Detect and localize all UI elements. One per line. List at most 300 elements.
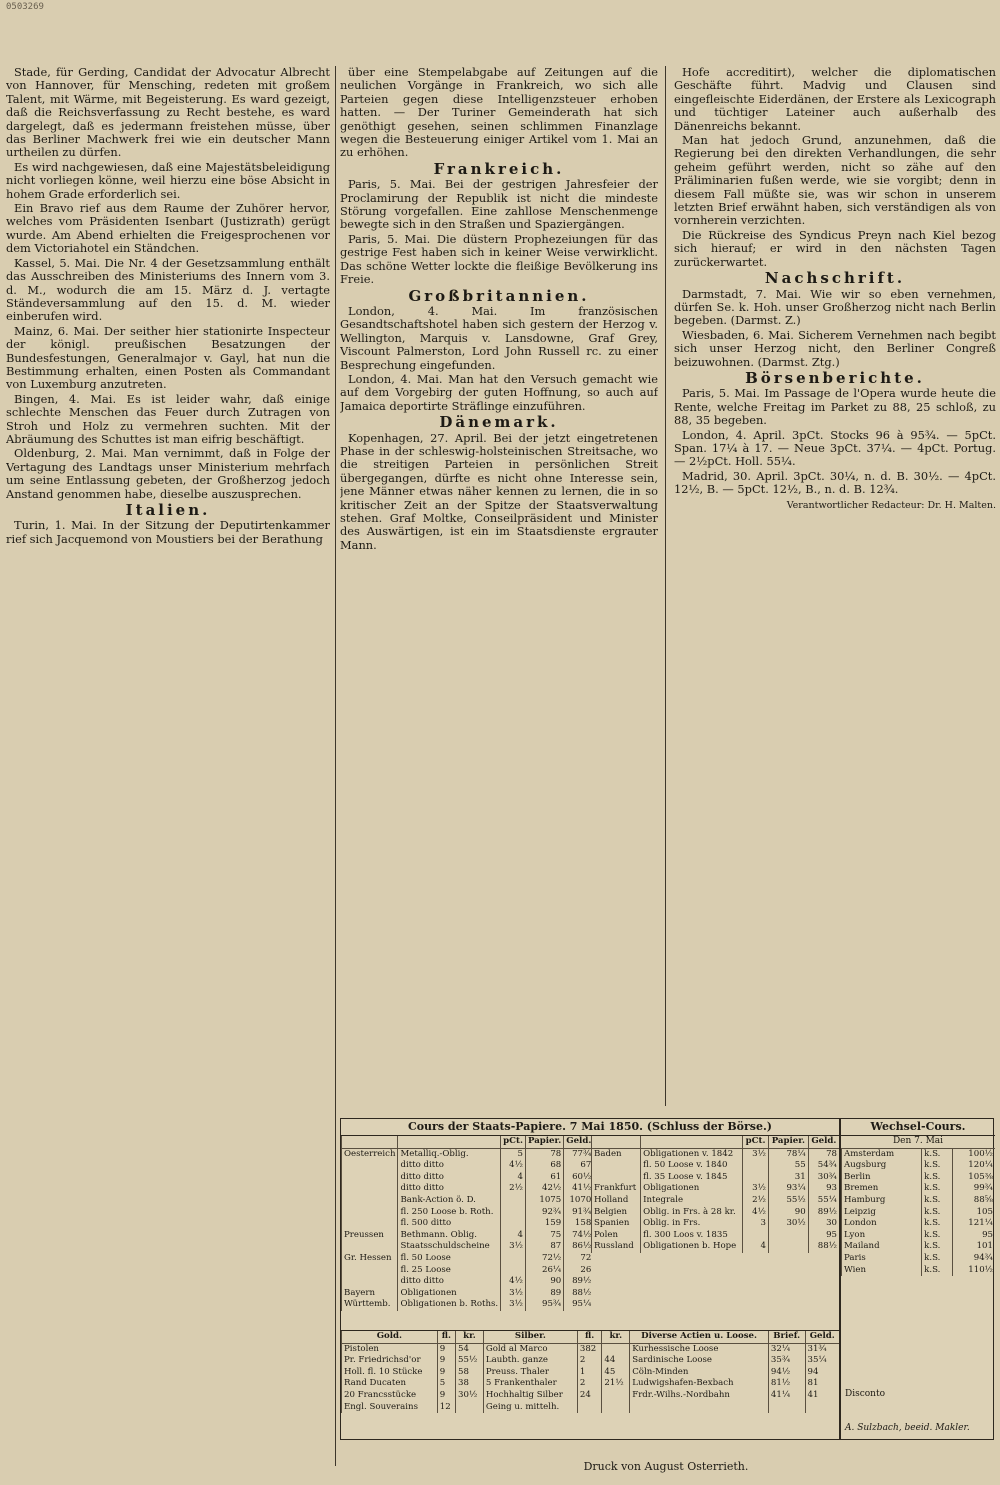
table-cell: 81½ <box>768 1378 805 1390</box>
paragraph: Kopenhagen, 27. April. Bei der jetzt eingetretenen Phase in der schleswig-holsteinischen Streitsache, wo die streitigen Parteien in persönlichen Streit übergegangen, dürfte es nicht ohne Interesse sein, jene Männer etwas näher kennen zu lernen, die in so kritischer Zeit an der Spitze der Staatsverwaltung stehen. Graf Moltke, Conseilpräsident und Minister des Auswärtigen, ist ein im Staatsdienste ergrauter Mann. <box>340 430 658 552</box>
table-cell <box>501 1207 526 1219</box>
column-rule <box>335 66 336 1466</box>
column-header: Brief. <box>768 1331 805 1343</box>
table-cell: 41 <box>805 1390 839 1402</box>
bourse-title: Cours der Staats-Papiere. 7 Mai 1850. (Schluss der Börse.) <box>341 1119 839 1136</box>
table-cell: 3½ <box>501 1241 526 1253</box>
table-cell <box>768 1230 808 1242</box>
table-cell: 9 <box>437 1343 455 1355</box>
table-cell: Augsburg <box>842 1160 922 1172</box>
table-row <box>342 1195 594 1207</box>
paragraph: Bingen, 4. Mai. Es ist leider wahr, daß einige schlechte Menschen das Feuer durch Zutragen von Stroh und Holz zu vermehren suchten. Mit der Abräumung des Schuttes ist man eifrig beschäftigt. <box>6 391 330 446</box>
table-cell: 81 <box>805 1378 839 1390</box>
table-row <box>342 1207 594 1219</box>
table-cell: 3½ <box>743 1183 769 1195</box>
table-cell: Mailand <box>842 1241 922 1253</box>
table-cell: 75 <box>525 1230 563 1242</box>
table-cell: 30½ <box>456 1390 484 1402</box>
table-row <box>842 1241 996 1253</box>
paragraph: London, 4. Mai. Man hat den Versuch gemacht wie auf dem Vorgebirg der guten Hoffnung, so auch auf Jamaica deportirte Sträflinge einzuführen. <box>340 371 658 413</box>
table-row <box>592 1207 840 1219</box>
paragraph: Es wird nachgewiesen, daß eine Majestätsbeleidigung nicht vorliegen könne, weil hierzu eine böse Absicht in hohem Grade erforderlich sei. <box>6 159 330 201</box>
table-cell: 105⅜ <box>953 1172 995 1184</box>
table-cell: fl. 50 Loose v. 1840 <box>641 1160 743 1172</box>
table-cell: 54 <box>456 1343 484 1355</box>
table-cell: 72 <box>564 1253 594 1265</box>
table-row <box>342 1378 840 1390</box>
column-header: Geld. <box>564 1136 594 1148</box>
paragraph: Man hat jedoch Grund, anzunehmen, daß die Regierung bei den direkten Verhandlungen, die sehr geheim geführt werden, nicht so zähe auf den Präliminarien fußen werde, wie sie vorgibt; denn in diesem Fall müßte sie, was wir schon in unserem letzten Brief erwähnt haben, sich verständigen als von vornherein verzichten. <box>674 133 996 228</box>
table-cell: 31¾ <box>805 1343 839 1355</box>
table-cell <box>592 1160 641 1172</box>
table-cell: 41½ <box>564 1183 594 1195</box>
column-header <box>398 1136 501 1148</box>
table-cell: 20 Francsstücke <box>342 1390 438 1402</box>
table-row <box>592 1241 840 1253</box>
column-header <box>342 1136 398 1148</box>
table-cell <box>342 1207 398 1219</box>
table-cell: 2½ <box>743 1195 769 1207</box>
table-row <box>342 1183 594 1195</box>
makler-signature: A. Sulzbach, beeid. Makler. <box>845 1423 970 1434</box>
table-cell: k.S. <box>922 1195 953 1207</box>
table-cell: 87 <box>525 1241 563 1253</box>
table-cell: Gold al Marco <box>483 1343 577 1355</box>
table-cell <box>501 1253 526 1265</box>
table-cell: 72½ <box>525 1253 563 1265</box>
table-cell: 2 <box>577 1378 602 1390</box>
table-cell <box>342 1276 398 1288</box>
section-heading-italien: Italien. <box>125 501 211 519</box>
table-cell: 4 <box>501 1172 526 1184</box>
table-row <box>342 1218 594 1230</box>
table-cell <box>342 1241 398 1253</box>
table-row <box>842 1207 996 1219</box>
wechsel-date: Den 7. Mai <box>841 1136 995 1149</box>
table-cell <box>501 1218 526 1230</box>
table-cell: 94¾ <box>953 1253 995 1265</box>
table-cell: 89½ <box>564 1276 594 1288</box>
table-cell: 95¾ <box>525 1299 563 1311</box>
table-cell: 93 <box>808 1183 839 1195</box>
table-cell: 4½ <box>501 1276 526 1288</box>
table-cell <box>768 1402 805 1414</box>
table-cell: 55½ <box>456 1355 484 1367</box>
table-cell: 24 <box>577 1390 602 1402</box>
table-cell: 93¼ <box>768 1183 808 1195</box>
table-cell: 45 <box>602 1367 630 1379</box>
table-cell: 92¾ <box>525 1207 563 1219</box>
table-cell: Frankfurt <box>592 1183 641 1195</box>
table-cell: 4½ <box>743 1207 769 1219</box>
editor-line: Verantwortlicher Redacteur: Dr. H. Malten. <box>786 499 996 511</box>
table-cell: 55¼ <box>808 1195 839 1207</box>
table-row <box>342 1288 594 1300</box>
column-header: Diverse Actien u. Loose. <box>630 1331 769 1343</box>
table-cell: Leipzig <box>842 1207 922 1219</box>
paragraph: Madrid, 30. April. 3pCt. 30¼, n. d. B. 30½. — 4pCt. 12½, B. — 5pCt. 12½, B., n. d. B. 12¾. <box>674 468 996 497</box>
table-row <box>842 1149 996 1161</box>
table-cell <box>577 1402 602 1414</box>
table-cell: 5 <box>501 1148 526 1160</box>
paragraph: Darmstadt, 7. Mai. Wie wir so eben vernehmen, dürfen Se. k. Hoh. unser Großherzog nicht nach Berlin begeben. (Darmst. Z.) <box>674 286 996 328</box>
table-cell: Engl. Souverains <box>342 1402 438 1414</box>
table-cell: 35¼ <box>805 1355 839 1367</box>
staatspapiere-grid <box>341 1136 839 1330</box>
paragraph: Wiesbaden, 6. Mai. Sicherem Vernehmen nach begibt sich unser Herzog nicht, den Berliner Congreß beizuwohnen. (Darmst. Ztg.) <box>674 327 996 369</box>
staatspapiere-right <box>591 1136 839 1253</box>
table-cell: 3½ <box>501 1288 526 1300</box>
table-cell: 42½ <box>525 1183 563 1195</box>
table-cell: k.S. <box>922 1149 953 1161</box>
table-cell: 38 <box>456 1378 484 1390</box>
table-cell: 67 <box>564 1160 594 1172</box>
table-cell: 95¼ <box>564 1299 594 1311</box>
table-cell: 5 <box>437 1378 455 1390</box>
table-cell: 2½ <box>501 1183 526 1195</box>
paragraph: Paris, 5. Mai. Im Passage de l'Opera wurde heute die Rente, welche Freitag im Parket zu 88, 25 schloß, zu 88, 35 begeben. <box>674 386 996 428</box>
table-row <box>592 1172 840 1184</box>
table-cell: 26 <box>564 1265 594 1277</box>
table-row <box>842 1195 996 1207</box>
table-cell: 90 <box>768 1207 808 1219</box>
table-cell <box>743 1160 769 1172</box>
column-header: Papier. <box>525 1136 563 1148</box>
table-cell <box>342 1265 398 1277</box>
table-cell: fl. 500 ditto <box>398 1218 501 1230</box>
column-header: pCt. <box>743 1136 769 1148</box>
table-cell <box>501 1195 526 1207</box>
table-cell: 88½ <box>808 1241 839 1253</box>
paragraph: Kassel, 5. Mai. Die Nr. 4 der Gesetzsammlung enthält das Ausschreiben des Ministeriums des Innern vom 3. d. M., wodurch die am 15. März d. J. vertagte Ständeversammlung auf den 15. d. M. wieder einberufen wird. <box>6 255 330 324</box>
table-cell: 3½ <box>743 1148 769 1160</box>
table-cell: 3½ <box>501 1299 526 1311</box>
column-header <box>641 1136 743 1148</box>
table-cell <box>743 1172 769 1184</box>
section-heading-nachschrift: Nachschrift. <box>764 269 906 288</box>
column-header: Geld. <box>805 1331 839 1343</box>
table-cell: 68 <box>525 1160 563 1172</box>
table-row <box>842 1160 996 1172</box>
table-row <box>342 1402 840 1414</box>
table-row <box>342 1265 594 1277</box>
paragraph: über eine Stempelabgabe auf Zeitungen auf die neulichen Vorgänge in Frankreich, wo sich alle Parteien gegen diese Intelligenzsteuer erhoben hatten. — Der Turiner Gemeinderath hat sich genöthigt gesehen, seinen schlimmen Finanzlage wegen die Besteuerung einiger Artikel vom 1. Mai an zu erhöhen. <box>340 66 658 160</box>
column-header <box>592 1136 641 1148</box>
paragraph: Die Rückreise des Syndicus Preyn nach Kiel bezog sich hierauf; er wird in den nächsten Tagen zurückerwartet. <box>674 227 996 269</box>
table-cell: Bayern <box>342 1288 398 1300</box>
table-cell <box>342 1160 398 1172</box>
table-cell: Wien <box>842 1265 922 1277</box>
table-row <box>342 1367 840 1379</box>
table-cell: Preussen <box>342 1230 398 1242</box>
table-cell: k.S. <box>922 1207 953 1219</box>
table-cell: 121¼ <box>953 1218 995 1230</box>
table-cell: 3 <box>743 1218 769 1230</box>
table-cell <box>456 1402 484 1414</box>
table-cell <box>342 1195 398 1207</box>
table-cell: Obligationen b. Hope <box>641 1241 743 1253</box>
table-row <box>342 1390 840 1402</box>
table-cell <box>768 1241 808 1253</box>
table-cell: 94½ <box>768 1367 805 1379</box>
table-cell: Spanien <box>592 1218 641 1230</box>
table-cell: Obligationen <box>641 1183 743 1195</box>
table-cell: 78 <box>808 1148 839 1160</box>
table-cell: 120¼ <box>953 1160 995 1172</box>
table-cell: Preuss. Thaler <box>483 1367 577 1379</box>
table-cell: Cöln-Minden <box>630 1367 769 1379</box>
table-cell: Holland <box>592 1195 641 1207</box>
table-cell: Bremen <box>842 1183 922 1195</box>
table-cell: 35¾ <box>768 1355 805 1367</box>
table-cell: 41¼ <box>768 1390 805 1402</box>
section-heading-grossbritannien: Großbritannien. <box>408 286 590 305</box>
table-row <box>842 1218 996 1230</box>
table-row <box>592 1195 840 1207</box>
table-cell: 95 <box>953 1230 995 1242</box>
table-cell: Bank-Action ö. D. <box>398 1195 501 1207</box>
table-cell: Rand Ducaten <box>342 1378 438 1390</box>
table-row <box>592 1160 840 1172</box>
table-row <box>342 1276 594 1288</box>
table-cell <box>805 1402 839 1414</box>
coins-table <box>341 1330 839 1413</box>
table-cell: 89 <box>525 1288 563 1300</box>
table-cell: 55½ <box>768 1195 808 1207</box>
table-cell: Obligationen b. Roths. <box>398 1299 501 1311</box>
table-cell: 31 <box>768 1172 808 1184</box>
table-cell: 88⅝ <box>953 1195 995 1207</box>
table-cell <box>602 1343 630 1355</box>
table-cell: Obligationen v. 1842 <box>641 1148 743 1160</box>
table-cell: fl. 50 Loose <box>398 1253 501 1265</box>
table-row <box>842 1230 996 1242</box>
table-cell: Pistolen <box>342 1343 438 1355</box>
paragraph: Stade, für Gerding, Candidat der Advocatur Albrecht von Hannover, für Mensching, redeten mit großem Talent, mit Wärme, mit Begeisterung. Es ward gezeigt, daß die Reichsverfassung zu Recht bestehe, es ward dargelegt, daß es jedermann freistehen müsse, über das Berliner Machwerk frei wie ein deutscher Mann urtheilen zu dürfen. <box>6 66 330 160</box>
table-cell: 86½ <box>564 1241 594 1253</box>
column-2 <box>340 66 658 1066</box>
table-cell: Geing u. mittelh. <box>483 1402 577 1414</box>
table-cell <box>602 1390 630 1402</box>
paragraph: Paris, 5. Mai. Die düstern Prophezeiungen für das gestrige Fest haben sich in keiner Weise verwirklicht. Das schöne Wetter lockte die fleißige Bevölkerung ins Freie. <box>340 231 658 287</box>
table-cell: 1 <box>577 1367 602 1379</box>
table-row <box>842 1183 996 1195</box>
table-cell: ditto ditto <box>398 1276 501 1288</box>
table-cell: Oblig. in Frs. <box>641 1218 743 1230</box>
table-cell: 91¾ <box>564 1207 594 1219</box>
column-header: Geld. <box>808 1136 839 1148</box>
table-cell: 158 <box>564 1218 594 1230</box>
table-cell: London <box>842 1218 922 1230</box>
table-cell: fl. 25 Loose <box>398 1265 501 1277</box>
table-cell: 26¼ <box>525 1265 563 1277</box>
table-cell: 9 <box>437 1367 455 1379</box>
table-cell: 90 <box>525 1276 563 1288</box>
table-cell: 44 <box>602 1355 630 1367</box>
column-header: kr. <box>602 1331 630 1343</box>
table-cell: Frdr.-Wilhs.-Nordbahn <box>630 1390 769 1402</box>
table-cell: Hamburg <box>842 1195 922 1207</box>
table-cell: Lyon <box>842 1230 922 1242</box>
paragraph: Mainz, 6. Mai. Der seither hier stationirte Inspecteur der königl. preußischen Besatzungen der Bundesfestungen, Generalmajor v. Gayl, hat nun die Bestimmung erhalten, einen Posten als Commandant von Luxemburg anzutreten. <box>6 323 330 392</box>
table-cell: k.S. <box>922 1172 953 1184</box>
table-cell: 94 <box>805 1367 839 1379</box>
table-cell: k.S. <box>922 1253 953 1265</box>
table-cell: Ludwigshafen-Bexbach <box>630 1378 769 1390</box>
table-cell: 21½ <box>602 1378 630 1390</box>
table-cell: k.S. <box>922 1160 953 1172</box>
wechsel-cours <box>839 1119 995 1439</box>
table-cell: 159 <box>525 1218 563 1230</box>
column-header: Papier. <box>768 1136 808 1148</box>
table-cell: Staatsschuldscheine <box>398 1241 501 1253</box>
table-cell: Obligationen <box>398 1288 501 1300</box>
table-cell <box>501 1265 526 1277</box>
table-cell: 58 <box>456 1367 484 1379</box>
table-cell: 9 <box>437 1390 455 1402</box>
table-cell: Laubth. ganze <box>483 1355 577 1367</box>
table-cell: 110½ <box>953 1265 995 1277</box>
paragraph: London, 4. April. 3pCt. Stocks 96 à 95¾. — 5pCt. Span. 17¼ à 17. — Neue 3pCt. 37¼. — 4pCt. Portug. — 2½pCt. Holl. 55¼. <box>674 427 996 469</box>
table-cell: Integrale <box>641 1195 743 1207</box>
column-header: pCt. <box>501 1136 526 1148</box>
table-cell: 2 <box>577 1355 602 1367</box>
table-cell: ditto ditto <box>398 1172 501 1184</box>
table-row <box>342 1172 594 1184</box>
table-row <box>592 1183 840 1195</box>
paragraph: Turin, 1. Mai. In der Sitzung der Deputirtenkammer rief sich Jacquemond von Moustiers bei der Berathung <box>6 518 330 546</box>
table-row <box>342 1160 594 1172</box>
column-1 <box>6 66 330 1456</box>
table-row <box>592 1230 840 1242</box>
table-cell <box>602 1402 630 1414</box>
table-cell: 9 <box>437 1355 455 1367</box>
table-row <box>842 1172 996 1184</box>
table-cell: ditto ditto <box>398 1160 501 1172</box>
table-cell: 1075 <box>525 1195 563 1207</box>
table-cell: Polen <box>592 1230 641 1242</box>
table-cell: fl. 300 Loos v. 1835 <box>641 1230 743 1242</box>
printer-line: Druck von August Osterrieth. <box>583 1460 749 1473</box>
table-cell: Paris <box>842 1253 922 1265</box>
table-cell <box>592 1172 641 1184</box>
table-cell: Belgien <box>592 1207 641 1219</box>
table-cell: Gr. Hessen <box>342 1253 398 1265</box>
table-row <box>592 1148 840 1160</box>
table-cell: Metalliq.-Oblig. <box>398 1148 501 1160</box>
table-row <box>342 1230 594 1242</box>
table-cell: 95 <box>808 1230 839 1242</box>
table-row <box>342 1241 594 1253</box>
table-row <box>342 1343 840 1355</box>
table-cell: 60½ <box>564 1172 594 1184</box>
table-row <box>342 1299 594 1311</box>
table-cell: Sardinische Loose <box>630 1355 769 1367</box>
table-cell: fl. 35 Loose v. 1845 <box>641 1172 743 1184</box>
table-cell: 4½ <box>501 1160 526 1172</box>
table-cell: 78¼ <box>768 1148 808 1160</box>
table-cell: k.S. <box>922 1183 953 1195</box>
table-cell: 105 <box>953 1207 995 1219</box>
table-cell: 30¾ <box>808 1172 839 1184</box>
table-cell <box>743 1230 769 1242</box>
table-cell: Hochhaltig Silber <box>483 1390 577 1402</box>
wechsel-title: Wechsel-Cours. <box>841 1119 995 1136</box>
paragraph: Hofe accreditirt), welcher die diplomatischen Geschäfte führt. Madvig und Clausen sind eingefleischte Eiderdänen, der Erstere als Lexicograph und tüchtiger Lateiner auch außerhalb des Dänenreichs bekannt. <box>674 66 996 133</box>
table-cell: Baden <box>592 1148 641 1160</box>
table-cell: Russland <box>592 1241 641 1253</box>
table-cell: Württemb. <box>342 1299 398 1311</box>
table-cell: Oesterreich <box>342 1148 398 1160</box>
table-cell: 77¾ <box>564 1148 594 1160</box>
table-cell <box>342 1172 398 1184</box>
table-cell: 1070 <box>564 1195 594 1207</box>
table-cell: 101 <box>953 1241 995 1253</box>
table-cell <box>342 1218 398 1230</box>
table-row <box>342 1355 840 1367</box>
disconto-label: Disconto <box>845 1389 886 1399</box>
column-header: Silber. <box>483 1331 577 1343</box>
table-cell: Amsterdam <box>842 1149 922 1161</box>
table-cell: Holl. fl. 10 Stücke <box>342 1367 438 1379</box>
table-cell: Pr. Friedrichsd'or <box>342 1355 438 1367</box>
table-cell: Oblig. in Frs. à 28 kr. <box>641 1207 743 1219</box>
table-cell: 74½ <box>564 1230 594 1242</box>
table-cell: 89½ <box>808 1207 839 1219</box>
table-cell: 32¼ <box>768 1343 805 1355</box>
table-cell <box>342 1183 398 1195</box>
table-cell: fl. 250 Loose b. Roth. <box>398 1207 501 1219</box>
staatspapiere-left <box>341 1136 593 1311</box>
table-cell: 54¾ <box>808 1160 839 1172</box>
paragraph: London, 4. Mai. Im französischen Gesandtschaftshotel haben sich gestern der Herzog v. Wellington, Marquis v. Lansdowne, Graf Grey, Viscount Palmerston, Lord John Russell rc. zu einer Besprechung eingefunden. <box>340 303 658 372</box>
column-header: Gold. <box>342 1331 438 1343</box>
table-cell: 382 <box>577 1343 602 1355</box>
table-cell: 5 Frankenthaler <box>483 1378 577 1390</box>
table-cell: ditto ditto <box>398 1183 501 1195</box>
table-cell: 12 <box>437 1402 455 1414</box>
table-row <box>342 1148 594 1160</box>
table-row <box>842 1253 996 1265</box>
section-heading-daenemark: Dänemark. <box>439 413 559 432</box>
table-cell: 4 <box>501 1230 526 1242</box>
table-cell: 88½ <box>564 1288 594 1300</box>
table-cell: Kurhessische Loose <box>630 1343 769 1355</box>
table-cell: k.S. <box>922 1230 953 1242</box>
column-header: kr. <box>456 1331 484 1343</box>
table-cell: 100½ <box>953 1149 995 1161</box>
archive-id: 0503269 <box>6 2 44 12</box>
table-cell: k.S. <box>922 1218 953 1230</box>
bourse-table <box>340 1118 994 1440</box>
table-cell: Berlin <box>842 1172 922 1184</box>
table-cell: k.S. <box>922 1241 953 1253</box>
column-3 <box>674 66 996 996</box>
section-heading-frankreich: Frankreich. <box>433 159 565 178</box>
table-row <box>842 1265 996 1277</box>
table-cell <box>630 1402 769 1414</box>
table-row <box>592 1218 840 1230</box>
paragraph: Ein Bravo rief aus dem Raume der Zuhörer hervor, welches vom Präsidenten Isenbart (Justizrath) gerügt wurde. Am Abend erhielten die Freigesprochenen vor dem Victoriahotel ein Ständchen. <box>6 201 330 256</box>
table-cell: 99¾ <box>953 1183 995 1195</box>
table-row <box>342 1253 594 1265</box>
table-cell: k.S. <box>922 1265 953 1277</box>
column-header: fl. <box>437 1331 455 1343</box>
table-cell: 30½ <box>768 1218 808 1230</box>
paragraph: Oldenburg, 2. Mai. Man vernimmt, daß in Folge der Vertagung des Landtags unser Ministerium mehrfach um seine Entlassung gebeten, der Großherzog jedoch Anstand genommen habe, dieselbe auszusprechen. <box>6 446 330 501</box>
paragraph: Paris, 5. Mai. Bei der gestrigen Jahresfeier der Proclamirung der Republik ist nicht die mindeste Störung vorgefallen. Eine zahllose Menschenmenge bewegte sich in den Straßen und Spaziergängen. <box>340 177 658 232</box>
table-cell: 55 <box>768 1160 808 1172</box>
